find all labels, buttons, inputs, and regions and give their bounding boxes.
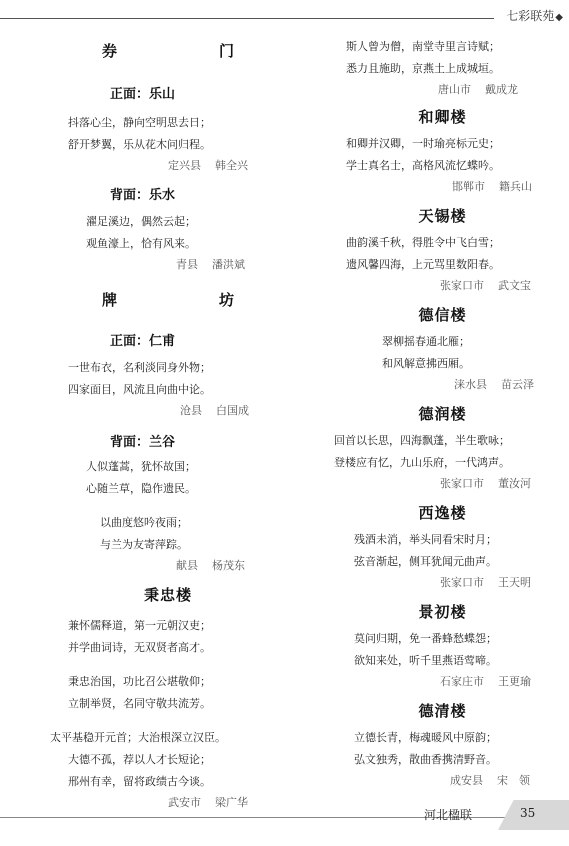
couplet bbox=[68, 671, 288, 715]
couplet bbox=[68, 357, 288, 421]
couplet bbox=[86, 456, 288, 500]
author-credit bbox=[454, 375, 555, 395]
section-header bbox=[506, 7, 563, 24]
diamond-icon: ◆ bbox=[555, 12, 563, 23]
author-place: 沧县 bbox=[180, 404, 202, 417]
couplet-line: 翠柳摇春通北雁； bbox=[382, 335, 470, 348]
couplet-line: 斯人曾为僧，南堂寺里言诗赋； bbox=[346, 40, 500, 53]
section-title bbox=[330, 502, 555, 523]
couplet bbox=[86, 211, 288, 275]
title-bingzhong: 秉忠楼 bbox=[143, 586, 192, 604]
couplet-line: 学士真名士，高格风流忆蝶吟。 bbox=[346, 159, 500, 172]
section-title bbox=[330, 601, 555, 622]
author-name: 王天明 bbox=[498, 576, 531, 589]
author-name: 韩全兴 bbox=[215, 159, 248, 172]
author-name: 苗云泽 bbox=[501, 378, 534, 391]
author-credit bbox=[176, 556, 288, 576]
couplet-line: 和卿并汉卿，一时瑜亮标元史； bbox=[346, 137, 500, 150]
author-name: 董汝河 bbox=[498, 477, 531, 490]
couplet-line: 观鱼濠上，恰有风来。 bbox=[86, 237, 196, 250]
subtitle-text: 背面：兰谷 bbox=[110, 435, 176, 450]
author-name: 潘洪斌 bbox=[212, 258, 245, 271]
couplet bbox=[354, 628, 555, 692]
section-title bbox=[330, 403, 555, 424]
section-title bbox=[48, 289, 288, 310]
author-credit bbox=[440, 573, 555, 593]
author-place: 涞水县 bbox=[454, 378, 487, 391]
couplet-line: 与兰为友寄萍踪。 bbox=[100, 538, 188, 551]
left-column bbox=[48, 40, 288, 813]
couplet bbox=[346, 232, 555, 296]
couplet-line: 残酒未消，举头同看宋时月； bbox=[354, 533, 497, 546]
author-credit bbox=[440, 276, 555, 296]
couplet-line: 弘文独秀，散曲香携清野音。 bbox=[354, 753, 497, 766]
author-credit bbox=[176, 255, 288, 275]
couplet-subtitle bbox=[110, 431, 288, 450]
title-jingchu: 景初楼 bbox=[418, 603, 467, 621]
subtitle-text: 正面：乐山 bbox=[110, 87, 176, 102]
author-place: 张家口市 bbox=[440, 279, 484, 292]
couplet bbox=[52, 727, 288, 813]
author-place: 张家口市 bbox=[440, 576, 484, 589]
publication-name: 河北楹联 bbox=[424, 808, 473, 822]
couplet-subtitle bbox=[110, 83, 288, 102]
author-place: 石家庄市 bbox=[440, 675, 484, 688]
couplet-line: 邢州有幸，留将政绩古今谈。 bbox=[68, 775, 211, 788]
author-place: 唐山市 bbox=[438, 83, 471, 96]
author-credit bbox=[180, 401, 288, 421]
couplet bbox=[354, 727, 555, 791]
couplet bbox=[68, 615, 288, 659]
section-title bbox=[48, 40, 288, 61]
section-title bbox=[330, 205, 555, 226]
title-heqing: 和卿楼 bbox=[418, 108, 467, 126]
subtitle-text: 背面：乐水 bbox=[110, 188, 176, 203]
author-place: 武安市 bbox=[168, 796, 201, 809]
author-credit bbox=[450, 771, 555, 791]
author-name: 梁广华 bbox=[215, 796, 248, 809]
author-credit bbox=[440, 672, 555, 692]
couplet-line: 兼怀儒释道，第一元朝汉吏； bbox=[68, 619, 211, 632]
subtitle-text: 正面：仁甫 bbox=[110, 334, 176, 349]
author-name: 王更瑜 bbox=[498, 675, 531, 688]
couplet-line: 舒开梦翼，乐从花木问归程。 bbox=[68, 138, 211, 151]
couplet bbox=[346, 36, 555, 100]
author-name: 籍兵山 bbox=[499, 180, 532, 193]
footer-rule bbox=[0, 817, 569, 818]
couplet bbox=[382, 331, 555, 395]
couplet bbox=[68, 112, 288, 176]
author-name: 戴成龙 bbox=[485, 83, 518, 96]
author-credit bbox=[168, 156, 288, 176]
author-credit bbox=[168, 793, 288, 813]
author-credit bbox=[452, 177, 555, 197]
couplet-line: 立德长青，梅魂暖风中原韵； bbox=[354, 731, 497, 744]
couplet-line: 抖落心尘，静向空明思去日； bbox=[68, 116, 211, 129]
section-name: 七彩联苑 bbox=[506, 9, 555, 23]
couplet-line: 濯足溪边，偶然云起； bbox=[86, 215, 196, 228]
title-quanmen: 券 门 bbox=[101, 42, 258, 60]
author-credit bbox=[438, 80, 555, 100]
couplet bbox=[334, 430, 555, 494]
author-place: 成安县 bbox=[450, 774, 483, 787]
title-tianxi: 天锡楼 bbox=[418, 207, 467, 225]
couplet bbox=[354, 529, 555, 593]
couplet bbox=[346, 133, 555, 197]
author-name: 杨茂东 bbox=[212, 559, 245, 572]
couplet-line: 太平基稳开元首；大治根深立汉臣。 bbox=[50, 731, 226, 744]
author-place: 定兴县 bbox=[168, 159, 201, 172]
couplet-line: 悉力且施助，京燕土上成城垣。 bbox=[346, 62, 500, 75]
couplet-line: 人似蓬蒿，犹怀故国； bbox=[86, 460, 196, 473]
couplet-line: 并学曲词诗，无双贤者高才。 bbox=[68, 641, 211, 654]
couplet-subtitle bbox=[110, 184, 288, 203]
author-place: 张家口市 bbox=[440, 477, 484, 490]
author-place: 青县 bbox=[176, 258, 198, 271]
couplet-line: 心随兰草，隐作遗民。 bbox=[86, 482, 196, 495]
author-name: 白国成 bbox=[216, 404, 249, 417]
couplet-line: 大德不孤，荐以人才长短论； bbox=[68, 753, 211, 766]
couplet-line: 一世布衣，名利淡同身外物； bbox=[68, 361, 211, 374]
couplet-line: 回首以长思，四海飘蓬，半生歌咏； bbox=[334, 434, 510, 447]
couplet-subtitle bbox=[110, 330, 288, 349]
couplet-line: 秉忠治国，功比召公堪敬仰； bbox=[68, 675, 211, 688]
author-place: 献县 bbox=[176, 559, 198, 572]
author-place: 邯郸市 bbox=[452, 180, 485, 193]
page-number: 35 bbox=[520, 806, 536, 820]
section-title bbox=[330, 700, 555, 721]
section-title bbox=[330, 304, 555, 325]
couplet-line: 曲韵溪千秋，得胜令中飞白雪； bbox=[346, 236, 500, 249]
couplet-line: 登楼应有忆，九山乐府，一代鸿声。 bbox=[334, 456, 510, 469]
couplet bbox=[100, 512, 288, 576]
section-title bbox=[330, 106, 555, 127]
couplet-line: 莫问归期，免一番蜂愁蝶怨； bbox=[354, 632, 497, 645]
right-column bbox=[330, 36, 555, 791]
title-deqing: 德清楼 bbox=[418, 702, 467, 720]
couplet-line: 四家面目，风流且向曲中论。 bbox=[68, 383, 211, 396]
section-title bbox=[48, 584, 288, 605]
header-rule bbox=[0, 18, 494, 19]
title-xiyi: 西逸楼 bbox=[418, 504, 467, 522]
author-credit bbox=[440, 474, 555, 494]
couplet-line: 遗风馨四海，上元骂里数阳春。 bbox=[346, 258, 500, 271]
couplet-line: 和风解意拂西厢。 bbox=[382, 357, 470, 370]
author-name: 武文宝 bbox=[498, 279, 531, 292]
couplet-line: 欲知来处，听千里燕语莺啼。 bbox=[354, 654, 497, 667]
title-paifang: 牌 坊 bbox=[101, 291, 258, 309]
author-name: 宋 领 bbox=[497, 774, 530, 787]
couplet-line: 以曲度悠吟夜雨； bbox=[100, 516, 188, 529]
title-dexin: 德信楼 bbox=[418, 306, 467, 324]
title-derun: 德润楼 bbox=[418, 405, 467, 423]
couplet-line: 立制举贤，名同守敬共流芳。 bbox=[68, 697, 211, 710]
couplet-line: 弦音渐起，侧耳犹闻元曲声。 bbox=[354, 555, 497, 568]
